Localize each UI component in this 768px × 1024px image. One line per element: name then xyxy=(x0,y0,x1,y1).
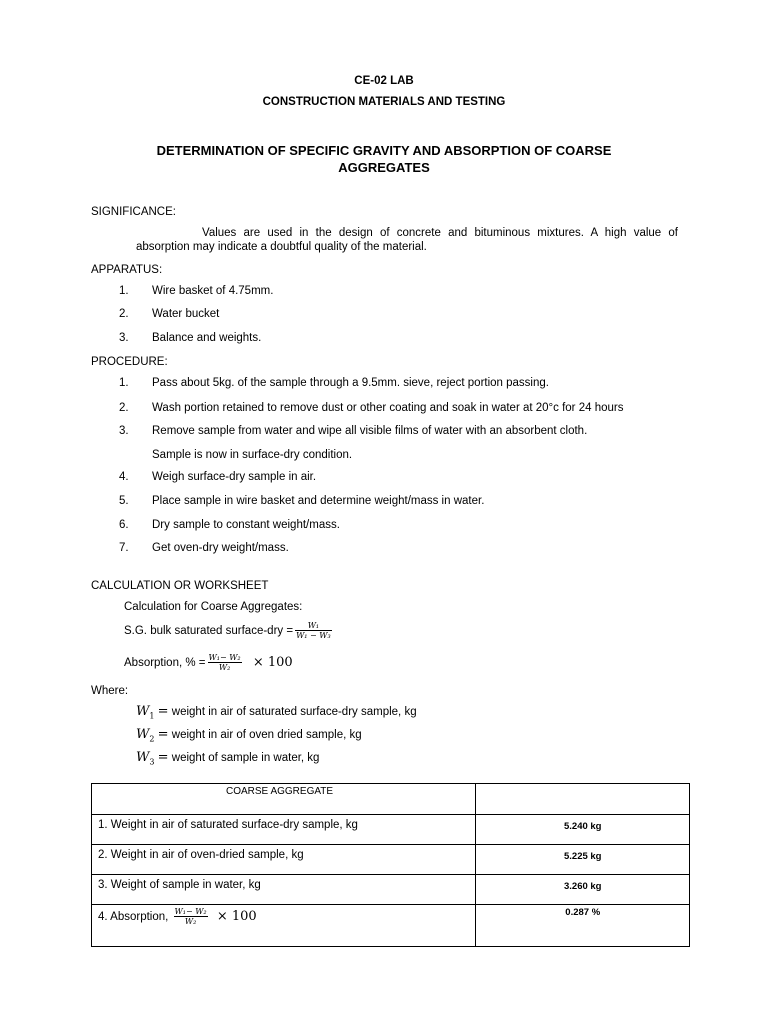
table-header-label: COARSE AGGREGATE xyxy=(92,784,476,815)
definition-text: weight of sample in water, kg xyxy=(171,752,320,764)
equals-sign: = xyxy=(157,727,169,742)
course-title: CONSTRUCTION MATERIALS AND TESTING xyxy=(262,96,506,108)
sg-denominator: W₁ − W₃ xyxy=(296,631,331,641)
procedure-step: Wash portion retained to remove dust or other coating and soak in water at 20°c for 24 hours xyxy=(152,402,624,414)
course-code: CE-02 LAB xyxy=(354,75,414,87)
table-row xyxy=(92,845,690,875)
definition-w2 xyxy=(136,727,362,744)
procedure-step: Get oven-dry weight/mass. xyxy=(152,542,289,554)
sg-fraction xyxy=(295,621,332,640)
variable-w2: $W_2$ xyxy=(136,727,155,744)
sg-label: S.G. bulk saturated surface-dry = xyxy=(124,625,294,637)
procedure-num: 2. xyxy=(119,402,129,414)
definition-text: weight in air of saturated surface-dry sample, kg xyxy=(171,706,417,718)
table-row xyxy=(92,875,690,905)
absorption-numerator: W₁− W₂ xyxy=(208,653,241,663)
sg-numerator: W₁ xyxy=(295,621,332,631)
apparatus-heading: APPARATUS: xyxy=(91,264,163,276)
procedure-num: 1. xyxy=(119,377,129,389)
absorption-formula xyxy=(124,652,293,674)
variable-w3: $W_3$ xyxy=(136,750,155,767)
significance-line1: Values are used in the design of concrete and bituminous mixtures. A high value of xyxy=(202,227,678,239)
table-row-value: 3.260 kg xyxy=(476,875,690,905)
table-row-value: 5.225 kg xyxy=(476,845,690,875)
absorption-row-label: 4. Absorption, xyxy=(98,911,169,923)
calculation-heading: CALCULATION OR WORKSHEET xyxy=(91,580,269,592)
procedure-heading: PROCEDURE: xyxy=(91,356,168,368)
procedure-num: 7. xyxy=(119,542,129,554)
table-row-label: 3. Weight of sample in water, kg xyxy=(92,875,476,905)
apparatus-num: 3. xyxy=(119,332,129,344)
significance-line2: absorption may indicate a doubtful quality of the material. xyxy=(136,241,427,253)
table-row-value: 0.287 % xyxy=(476,905,690,947)
absorption-row-fraction xyxy=(174,907,208,926)
fraction-numerator: W₁− W₂ xyxy=(174,907,207,917)
table-row-value: 5.240 kg xyxy=(476,815,690,845)
table-row-label: 1. Weight in air of saturated surface-dry sample, kg xyxy=(92,815,476,845)
definition-w3 xyxy=(136,750,319,767)
experiment-title-line2: AGGREGATES xyxy=(338,160,430,175)
apparatus-num: 1. xyxy=(119,285,129,297)
table-row-label-absorption xyxy=(92,905,476,947)
apparatus-item: Balance and weights. xyxy=(152,332,262,344)
times-100: × 100 xyxy=(252,655,293,670)
procedure-step-continuation: Sample is now in surface-dry condition. xyxy=(152,449,353,461)
procedure-step: Dry sample to constant weight/mass. xyxy=(152,519,340,531)
equals-sign: = xyxy=(157,750,169,765)
definition-text: weight in air of oven dried sample, kg xyxy=(171,729,362,741)
table-row xyxy=(92,815,690,845)
procedure-step: Place sample in wire basket and determine weight/mass in water. xyxy=(152,495,485,507)
procedure-step: Remove sample from water and wipe all visible films of water with an absorbent cloth. xyxy=(152,425,588,437)
table-header-row xyxy=(92,784,690,815)
times-100: × 100 xyxy=(216,909,257,924)
procedure-step: Weigh surface-dry sample in air. xyxy=(152,471,317,483)
procedure-num: 6. xyxy=(119,519,129,531)
absorption-denominator: W₂ xyxy=(218,663,231,673)
equals-sign: = xyxy=(157,704,169,719)
variable-w1: $W_1$ xyxy=(136,704,155,721)
experiment-title-line1: DETERMINATION OF SPECIFIC GRAVITY AND ABSORPTION OF COARSE xyxy=(156,143,612,158)
fraction-denominator: W₂ xyxy=(184,917,197,927)
sg-formula xyxy=(124,621,334,641)
procedure-num: 3. xyxy=(119,425,129,437)
absorption-label: Absorption, % = xyxy=(124,657,206,669)
apparatus-num: 2. xyxy=(119,308,129,320)
procedure-step: Pass about 5kg. of the sample through a 9.5mm. sieve, reject portion passing. xyxy=(152,377,549,389)
table-row xyxy=(92,905,690,947)
table-header-value xyxy=(476,784,690,815)
apparatus-item: Water bucket xyxy=(152,308,220,320)
significance-heading: SIGNIFICANCE: xyxy=(91,206,176,218)
table-row-label: 2. Weight in air of oven-dried sample, kg xyxy=(92,845,476,875)
calculation-subheading: Calculation for Coarse Aggregates: xyxy=(124,601,303,613)
procedure-num: 4. xyxy=(119,471,129,483)
definition-w1 xyxy=(136,704,417,721)
results-table xyxy=(91,783,690,947)
absorption-fraction xyxy=(208,653,242,672)
procedure-num: 5. xyxy=(119,495,129,507)
apparatus-item: Wire basket of 4.75mm. xyxy=(152,285,274,297)
where-label: Where: xyxy=(91,685,129,697)
